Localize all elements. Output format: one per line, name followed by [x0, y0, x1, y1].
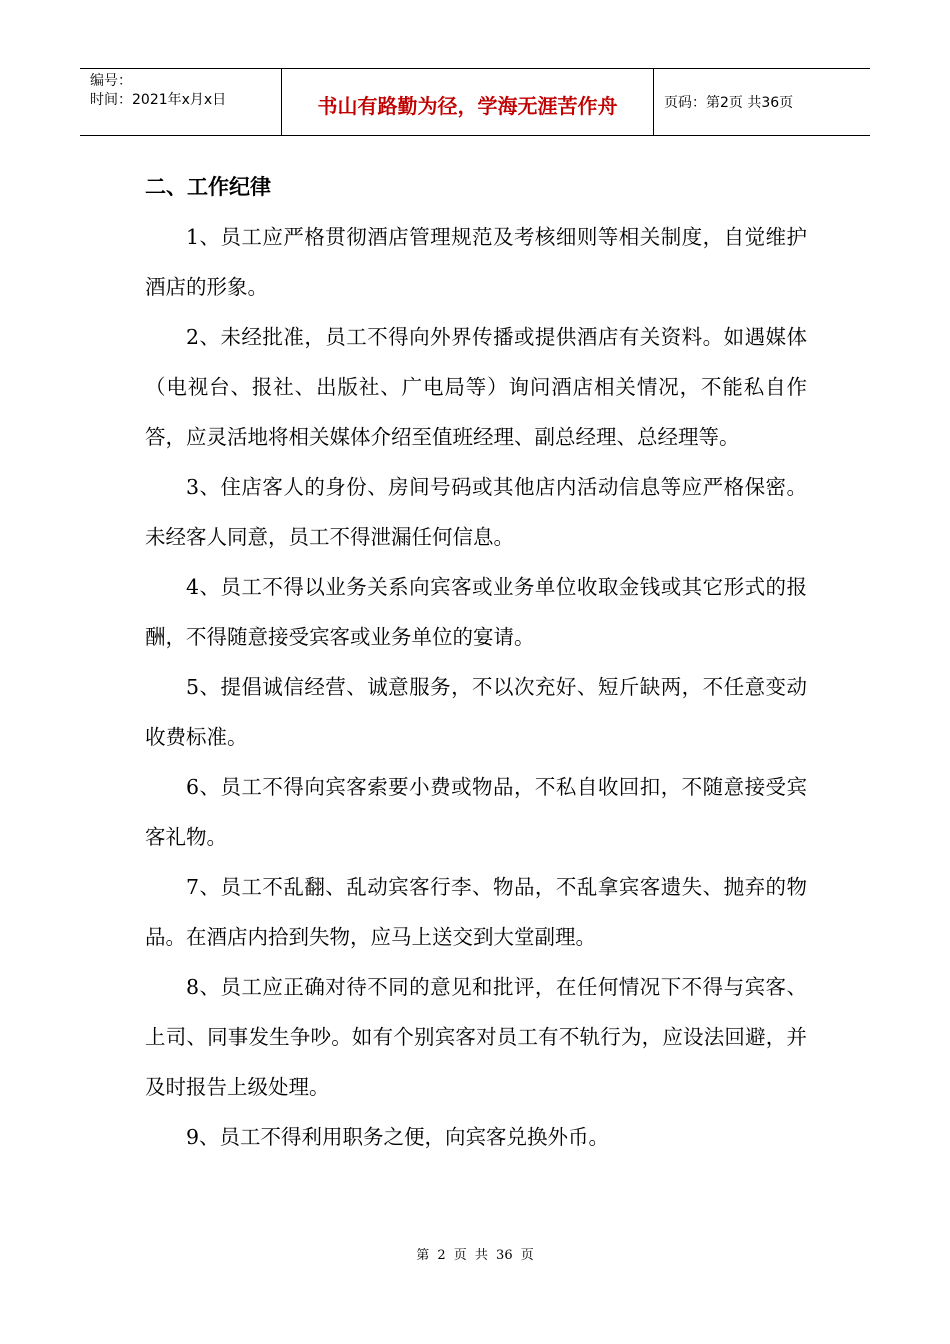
paragraph-6: 6、员工不得向宾客索要小费或物品，不私自收回扣，不随意接受宾客礼物。 — [145, 775, 807, 849]
paragraph-8: 8、员工应正确对待不同的意见和批评，在任何情况下不得与宾客、上司、同事发生争吵。如有个别宾客对员工有不轨行为，应设法回避，并及时报告上级处理。 — [145, 975, 807, 1099]
header-meta-cell — [80, 69, 282, 135]
header-table — [80, 68, 870, 136]
paragraph-1: 1、员工应严格贯彻酒店管理规范及考核细则等相关制度，自觉维护酒店的形象。 — [145, 225, 807, 299]
paragraph-4: 4、员工不得以业务关系向宾客或业务单位收取金钱或其它形式的报酬，不得随意接受宾客或业务单位的宴请。 — [145, 575, 807, 649]
header-motto: 书山有路勤为径，学海无涯苦作舟 — [282, 69, 654, 135]
document-body — [145, 162, 807, 1162]
paragraph-3: 3、住店客人的身份、房间号码或其他店内活动信息等应严格保密。未经客人同意，员工不得泄漏任何信息。 — [145, 475, 807, 549]
document-number-label: 编号： — [90, 73, 132, 89]
paragraph-7: 7、员工不乱翻、乱动宾客行李、物品，不乱拿宾客遗失、抛弃的物品。在酒店内拾到失物，应马上送交到大堂副理。 — [145, 875, 807, 949]
page-footer: 第 2 页 共 36 页 — [416, 1248, 534, 1263]
paragraph-5: 5、提倡诚信经营、诚意服务，不以次充好、短斤缺两，不任意变动收费标准。 — [145, 675, 807, 749]
paragraph-9: 9、员工不得利用职务之便，向宾客兑换外币。 — [186, 1125, 610, 1149]
document-time-label: 时间：2021年x月x日 — [90, 92, 227, 108]
section-title: 二、工作纪律 — [145, 174, 271, 199]
header-page-info: 页码：第2页 共36页 — [664, 95, 794, 111]
paragraph-2: 2、未经批准，员工不得向外界传播或提供酒店有关资料。如遇媒体（电视台、报社、出版社、广电局等）询问酒店相关情况，不能私自作答，应灵活地将相关媒体介绍至值班经理、副总经理、总经理等。 — [145, 325, 807, 449]
